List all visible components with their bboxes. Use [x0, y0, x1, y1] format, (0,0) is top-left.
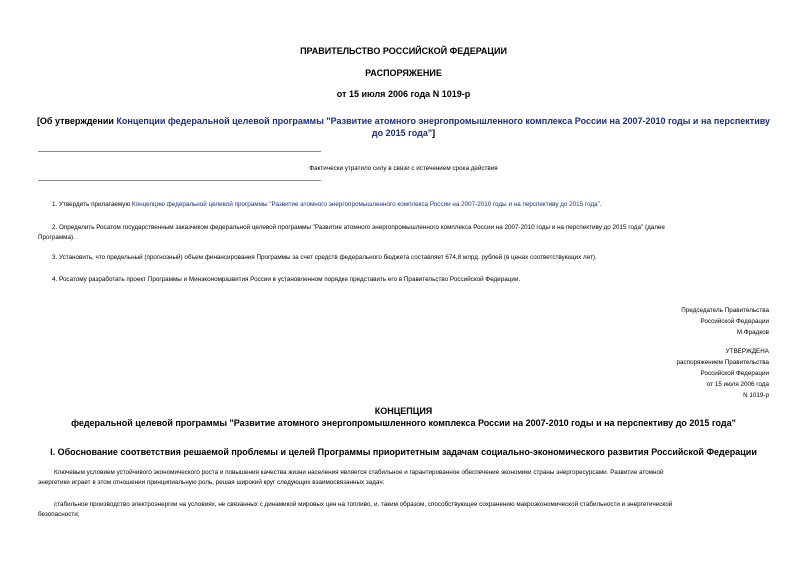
- item-4: 4. Росатому разработать проект Программы и Минэкономразвития России в установленном порядке представить его в Правительство Российской Федерации.: [52, 276, 521, 283]
- concept-title: КОНЦЕПЦИЯ: [374, 406, 433, 416]
- item-2: [52, 223, 665, 233]
- item-2-line2: Программа).: [38, 234, 75, 241]
- title-link-cont[interactable]: до 2015 года": [371, 128, 433, 138]
- approved-line4: от 15 июля 2006 года: [706, 381, 769, 388]
- concept-subtitle: федеральной целевой программы "Развитие атомного энергопромышленного комплекса России на 2007-2010 годы и на перспективу до 2015 года": [71, 418, 736, 428]
- signature-line3: М.Фрадков: [736, 329, 769, 336]
- concept-para-1: [38, 468, 778, 488]
- signature-line2: Российской Федерации: [700, 318, 769, 325]
- item-1: [52, 200, 602, 210]
- title-prefix: [Об утверждении: [36, 116, 117, 126]
- approved-line5: N 1019-р: [743, 392, 769, 399]
- concept-para-1-line2: энергетики играет в этом отношении принципиальную роль, решая широкий круг следующих взаимосвязанных задач:: [38, 479, 385, 486]
- title-suffix: ]: [432, 128, 436, 138]
- divider-bottom: [38, 180, 321, 181]
- approved-line1: УТВЕРЖДЕНА: [725, 348, 769, 355]
- approved-line3: Российской Федерации: [700, 370, 769, 377]
- header-doc-type: РАСПОРЯЖЕНИЕ: [365, 68, 442, 78]
- item-1-suffix: .: [599, 201, 602, 208]
- item-1-link[interactable]: Концепцию федеральной целевой программы "Развитие атомного энергопромышленного комплекса России на 2007-2010 годы и на перспективу до 2015 года": [131, 201, 600, 208]
- status-note: Фактически утратило силу в связи с истечением срока действия: [309, 165, 498, 172]
- item-2-line1: 2. Определить Росатом государственным заказчиком федеральной целевой программы "Развитие атомного энергопромышленного комплекса России на 2007-2010 годы и на перспективу до 2015 года" (далее: [52, 224, 665, 231]
- concept-para-2-line2: безопасности;: [38, 511, 80, 518]
- approved-block: [677, 346, 769, 401]
- item-2-cont: [38, 233, 75, 243]
- header-government: ПРАВИТЕЛЬСТВО РОССИЙСКОЙ ФЕДЕРАЦИИ: [300, 46, 507, 56]
- title-link[interactable]: Концепции федеральной целевой программы "Развитие атомного энергопромышленного комплекса России на 2007-2010 годы и на перспективу: [116, 116, 771, 126]
- concept-para-1-line1: Ключевым условием устойчивого экономического роста и повышения качества жизни населения является стабильное и гарантированное обеспечение экономики страны энергоресурсами. Развитие атомной: [54, 469, 664, 476]
- divider-top: [38, 151, 321, 152]
- concept-para-2-line1: стабильное производство электроэнергии на условиях, не связанных с динамикой мировых цен на топливо, и, таким образом, способствующее сохранению макроэкономической стабильности и энергетической: [54, 501, 673, 508]
- concept-para-2: [38, 500, 778, 520]
- approved-line2: распоряжением Правительства: [676, 359, 769, 366]
- signature-block: [681, 305, 769, 338]
- item-3: 3. Установить, что предельный (прогнозный) объем финансирования Программы за счет средств федерального бюджета составляет 674,8 млрд. рублей (в ценах соответствующих лет).: [52, 254, 597, 261]
- item-1-prefix: 1. Утвердить прилагаемую: [52, 201, 132, 208]
- document-title: [0, 115, 807, 139]
- signature-line1: Председатель Правительства: [681, 307, 769, 314]
- header-date-number: от 15 июля 2006 года N 1019-р: [336, 89, 471, 99]
- section-heading: I. Обоснование соответствия решаемой проблемы и целей Программы приоритетным задачам социально-экономического развития Российской Федерации: [50, 447, 757, 457]
